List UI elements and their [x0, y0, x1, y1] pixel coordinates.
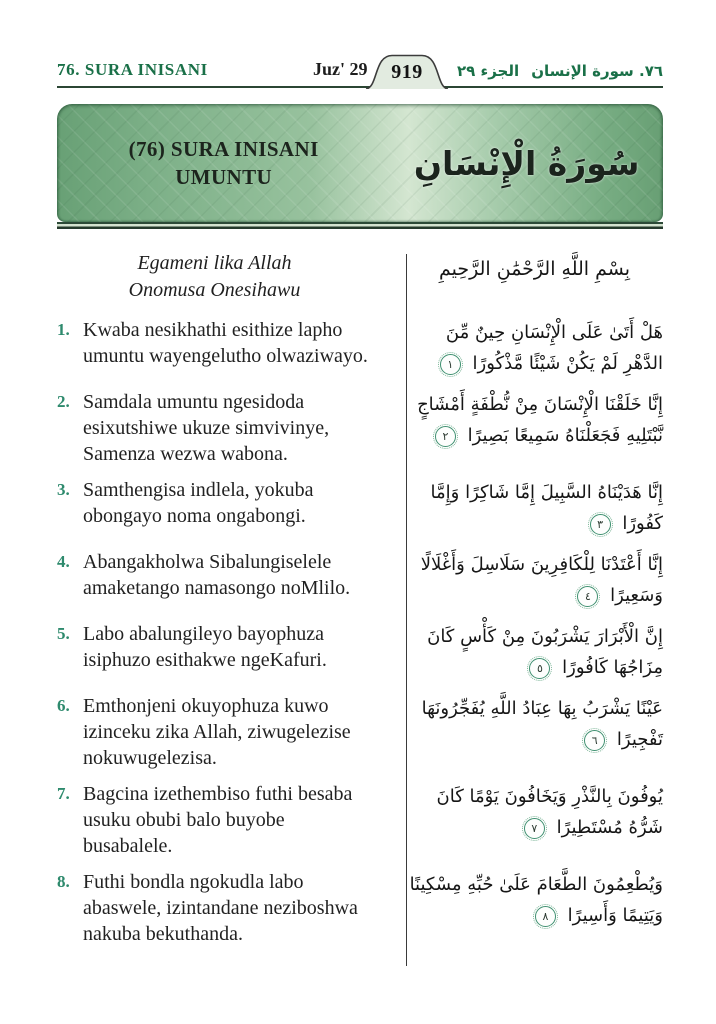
verse-1-zulu-text: Kwaba nesikhathi esithize lapho umuntu wayengelutho olwaziwayo. — [83, 319, 368, 367]
verse-8-arabic-text: وَيُطْعِمُونَ الطَّعَامَ عَلَىٰ حُبِّهِ مِسْكِينًا وَيَتِيمًا وَأَسِيرًا — [409, 874, 663, 926]
verse-7-translation — [57, 781, 389, 859]
verse-8-end-marker: ٨ — [535, 906, 556, 927]
verse-row-4 — [57, 549, 663, 611]
verse-4-number: 4. — [57, 552, 70, 571]
banner-bottom-rule — [57, 222, 663, 229]
verse-1-translation — [57, 317, 389, 369]
verse-row-7 — [57, 781, 663, 859]
verse-6-end-marker: ٦ — [584, 730, 605, 751]
verse-6-arabic-text: عَيْنًا يَشْرَبُ بِهَا عِبَادُ اللَّهِ يُفَجِّرُونَهَا تَفْجِيرًا — [421, 698, 663, 750]
verse-1-arabic-text: هَلْ أَتَىٰ عَلَى الْإِنْسَانِ حِينٌ مِّنَ الدَّهْرِ لَمْ يَكُنْ شَيْئًا مَّذْكُورًا — [445, 322, 663, 374]
bismillah-translation-line1: Egameni lika Allah — [137, 252, 292, 274]
verse-3-end-marker: ٣ — [590, 514, 611, 535]
verse-5-end-marker: ٥ — [529, 658, 550, 679]
sura-banner — [57, 104, 663, 222]
verse-3-number: 3. — [57, 480, 70, 499]
juz-label-arabic: الجزء ٢٩ — [457, 62, 520, 80]
sura-banner-title — [57, 135, 390, 191]
verse-6-translation — [57, 693, 389, 771]
verse-6-number: 6. — [57, 696, 70, 715]
verse-row-6 — [57, 693, 663, 771]
verse-3-translation — [57, 477, 389, 529]
verse-4-end-marker: ٤ — [577, 586, 598, 607]
verse-row-5 — [57, 621, 663, 683]
sura-title-latin: 76. SURA INISANI — [57, 60, 208, 79]
verse-4-zulu-text: Abangakholwa Sibalungiselele amaketango namasongo noMlilo. — [83, 551, 351, 599]
verse-8-zulu-text: Futhi bondla ngokudla labo abaswele, izintandane neziboshwa nakuba bekuthanda. — [83, 871, 358, 945]
verse-8-translation — [57, 869, 389, 947]
verse-5-arabic-text: إِنَّ الْأَبْرَارَ يَشْرَبُونَ مِنْ كَأْسٍ كَانَ مِزَاجُهَا كَافُورًا — [427, 626, 663, 678]
verses-area — [57, 250, 663, 957]
header-rule — [57, 86, 663, 89]
verse-4-arabic — [406, 549, 663, 611]
verse-2-arabic-text: إِنَّا خَلَقْنَا الْإِنْسَانَ مِنْ نُّطْفَةٍ أَمْشَاجٍ نَّبْتَلِيهِ فَجَعَلْنَاهُ سَمِيعًا بَصِيرًا — [417, 394, 663, 446]
bismillah-arabic: بِسْمِ اللَّهِ الرَّحْمَٰنِ الرَّحِيمِ — [439, 258, 630, 280]
verse-row-1 — [57, 317, 663, 379]
verse-2-zulu-text: Samdala umuntu ngesidoda esixutshiwe ukuze simvivinye, Samenza wezwa wabona. — [83, 391, 330, 465]
sura-banner-title-line1: (76) SURA INISANI — [128, 137, 319, 161]
verse-7-arabic-text: يُوفُونَ بِالنَّذْرِ وَيَخَافُونَ يَوْمًا كَانَ شَرُّهُ مُسْتَطِيرًا — [436, 786, 663, 838]
sura-title-arabic-header: ٧٦. سورة الإنسان — [531, 62, 663, 80]
verse-2-arabic — [406, 389, 663, 451]
verse-2-number: 2. — [57, 392, 70, 411]
verse-7-arabic — [406, 781, 663, 843]
verse-5-translation — [57, 621, 389, 673]
verse-1-number: 1. — [57, 320, 70, 339]
verse-5-zulu-text: Labo abalungileyo bayophuza isiphuzo esithakwe ngeKafuri. — [83, 623, 327, 671]
verse-4-translation — [57, 549, 389, 601]
verse-7-zulu-text: Bagcina izethembiso futhi besaba usuku obubi balo buyobe busabalele. — [83, 783, 353, 857]
verse-7-end-marker: ٧ — [524, 818, 545, 839]
bismillah-translation — [57, 250, 389, 304]
verse-5-number: 5. — [57, 624, 70, 643]
bismillah-translation-line2: Onomusa Onesihawu — [128, 279, 301, 301]
sura-banner-title-line2: UMUNTU — [175, 165, 273, 189]
verse-2-end-marker: ٢ — [435, 426, 456, 447]
verse-4-arabic-text: إِنَّا أَعْتَدْنَا لِلْكَافِرِينَ سَلَاسِلَ وَأَغْلَالًا وَسَعِيرًا — [420, 554, 663, 606]
bismillah-row — [57, 250, 663, 304]
verse-6-arabic — [406, 693, 663, 755]
page-header — [57, 46, 663, 88]
verse-5-arabic — [406, 621, 663, 683]
page-number: 919 — [391, 61, 423, 83]
verse-3-arabic-text: إِنَّا هَدَيْنَاهُ السَّبِيلَ إِمَّا شَاكِرًا وَإِمَّا كَفُورًا — [430, 482, 663, 534]
verse-1-end-marker: ١ — [440, 354, 461, 375]
verse-2-translation — [57, 389, 389, 467]
verse-8-number: 8. — [57, 872, 70, 891]
verse-3-zulu-text: Samthengisa indlela, yokuba obongayo noma ongabongi. — [83, 479, 314, 527]
verse-row-3 — [57, 477, 663, 539]
column-divider — [406, 254, 407, 966]
juz-label-latin: Juz' 29 — [313, 59, 368, 79]
sura-calligraphy: سُورَةُ الْإِنْسَانِ — [413, 143, 640, 183]
verse-8-arabic — [406, 869, 663, 931]
verse-row-8 — [57, 869, 663, 947]
verse-1-arabic — [406, 317, 663, 379]
verse-3-arabic — [406, 477, 663, 539]
verse-6-zulu-text: Emthonjeni okuyophuza kuwo izinceku zika Allah, ziwugelezise nokuwugelezisa. — [83, 695, 351, 769]
verse-row-2 — [57, 389, 663, 467]
verse-7-number: 7. — [57, 784, 70, 803]
page-number-tab — [365, 54, 449, 89]
